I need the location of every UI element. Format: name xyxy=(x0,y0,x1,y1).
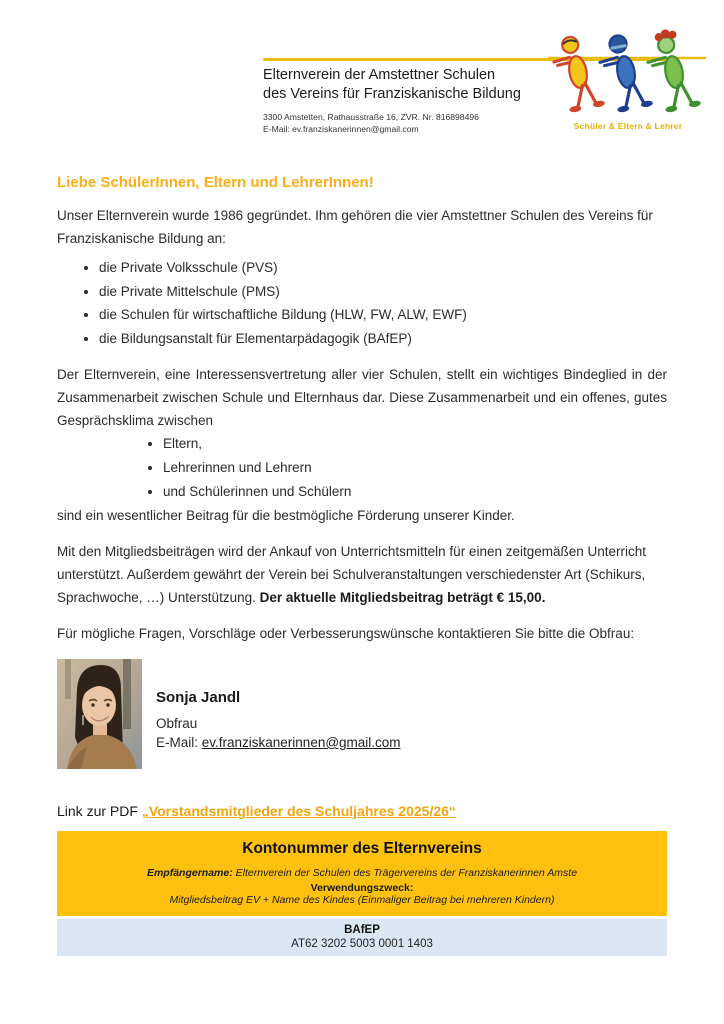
board-members-pdf-link[interactable]: „Vorstandsmitglieder des Schuljahres 2025/26“ xyxy=(141,803,456,819)
role-paragraph: Der Elternverein, eine Interessensvertretung aller vier Schulen, stellt ein wichtiges Bindeglied in der Zusammenarbeit zwischen Schule und Elternhaus dar. Diese Zusammenarbeit und ein offenes, gutes Gesprächsklima zwischen xyxy=(57,367,667,428)
list-item: • die Schulen für wirtschaftliche Bildung (HLW, FW, ALW, EWF) xyxy=(99,303,667,327)
recipient-value: Elternverein der Schulen des Trägervereins der Franziskanerinnen Amste xyxy=(232,867,578,879)
list-item: • und Schülerinnen und Schülern xyxy=(163,480,667,504)
list-item: • die Bildungsanstalt für Elementarpädagogik (BAfEP) xyxy=(99,327,667,351)
recipient-label: Empfängername: xyxy=(146,867,233,879)
list-item: • die Private Volksschule (PVS) xyxy=(99,256,667,280)
schools-list xyxy=(57,256,667,350)
obfrau-portrait-photo xyxy=(57,659,142,769)
org-email-line: E-Mail: ev.franziskanerinnen@gmail.com xyxy=(263,124,419,134)
account-info-box xyxy=(57,831,667,916)
list-item: • die Private Mittelschule (PMS) xyxy=(99,280,667,304)
list-item: • Eltern, xyxy=(163,432,667,456)
intro-paragraph: Unser Elternverein wurde 1986 gegründet. Ihm gehören die vier Amstettner Schulen des Vereins für Franziskanische Bildung an: xyxy=(57,208,653,246)
list-item: • Lehrerinnen und Lehrern xyxy=(163,456,667,480)
contact-card xyxy=(57,659,667,769)
fees-paragraph xyxy=(57,540,667,609)
greeting-heading: Liebe SchülerInnen, Eltern und LehrerInnen! xyxy=(57,174,374,191)
fees-text: Mit den Mitgliedsbeiträgen wird der Ankauf von Unterrichtsmitteln für einen zeitgemäßen Unterricht unterstützt. Außerdem gewährt der Verein bei Schulveranstaltungen verschiedenster Art (Schikurs, Sprachwoche, …) Unterstützung. xyxy=(57,544,647,605)
groups-list xyxy=(57,432,667,504)
fee-amount-text: Der aktuelle Mitgliedsbeitrag beträgt € 15,00. xyxy=(259,590,546,605)
contact-role: Obfrau xyxy=(156,716,198,731)
association-logo xyxy=(548,22,708,131)
contact-prompt-paragraph: Für mögliche Fragen, Vorschläge oder Verbesserungswünsche kontaktieren Sie bitte die Obfrau: xyxy=(57,626,635,641)
purpose-label: Verwendungszweck: xyxy=(310,882,414,894)
pdf-link-line xyxy=(57,803,667,819)
org-address-line: 3300 Amstetten, Rathausstraße 16, ZVR. Nr. 816898496 xyxy=(263,112,479,122)
org-address xyxy=(263,111,521,135)
purpose-value: Mitgliedsbeitrag EV + Name des Kindes (Einmaliger Beitrag bei mehreren Kindern) xyxy=(169,894,555,906)
pdf-link-prefix: Link zur PDF xyxy=(57,803,142,819)
iban-band xyxy=(57,919,667,956)
tug-of-war-figures-icon xyxy=(548,22,706,114)
recipient-line xyxy=(69,867,655,879)
logo-caption: Schüler & Eltern & Lehrer xyxy=(573,121,683,131)
org-identity xyxy=(263,66,521,135)
contact-info xyxy=(156,659,401,750)
email-label: E-Mail: xyxy=(156,735,202,750)
document-body xyxy=(0,174,724,956)
role-closing-line: sind ein wesentlicher Beitrag für die bestmögliche Förderung unserer Kinder. xyxy=(57,508,515,523)
org-name-line2: des Vereins für Franziskanische Bildung xyxy=(263,86,521,102)
iban-number: AT62 3202 5003 0001 1403 xyxy=(291,938,433,950)
email-link[interactable]: ev.franziskanerinnen@gmail.com xyxy=(201,735,401,750)
contact-name: Sonja Jandl xyxy=(156,689,241,706)
org-name-line1: Elternverein der Amstettner Schulen xyxy=(263,67,496,83)
letterhead xyxy=(0,0,724,148)
iban-school-name: BAfEP xyxy=(344,924,380,936)
account-box-title: Kontonummer des Elternvereins xyxy=(242,840,482,857)
contact-email-line xyxy=(156,735,401,750)
